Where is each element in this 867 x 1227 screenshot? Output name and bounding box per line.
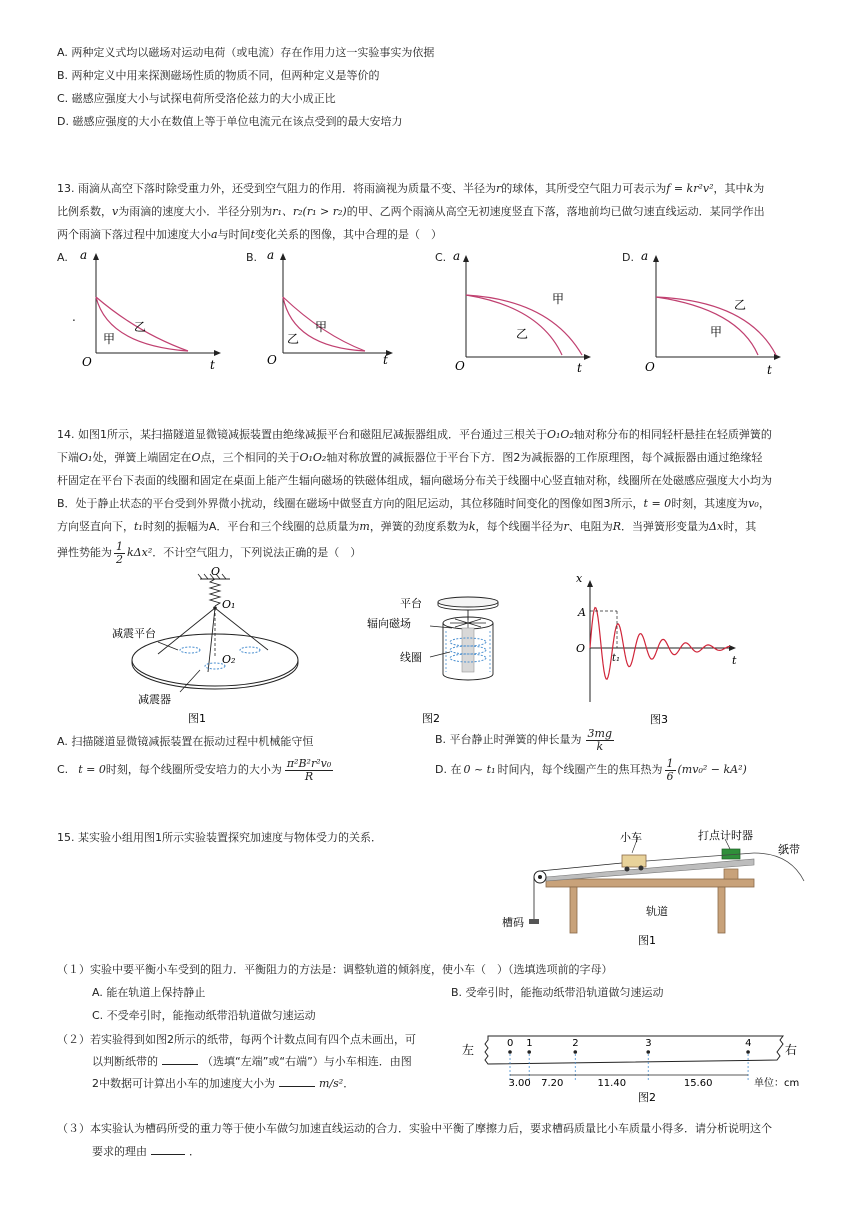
table-top xyxy=(546,879,754,887)
tape-unit: 单位：cm xyxy=(754,1078,800,1089)
platform-label: 减震平台 xyxy=(112,627,156,640)
curve-label-lower: 乙 xyxy=(516,327,529,341)
curve-label-lower: 甲 xyxy=(710,325,723,339)
spring xyxy=(210,579,220,606)
q15-part3-line1: （３）本实验认为槽码所受的重力等于使小车做匀加速直线运动的合力．实验中平衡了摩擦力后，要求槽码质量比小车质量小得多．请分析说明这个 xyxy=(57,1122,772,1135)
y-axis-arrow xyxy=(280,253,286,260)
ep-fraction: 1 2 xyxy=(116,539,123,566)
q15-part2-line3: 2中数据可计算出小车的加速度大小为 m/s²． xyxy=(92,1077,355,1090)
q15-part2-line1: （２）若实验得到如图2所示的纸带，每两个计数点间有四个点未画出，可 xyxy=(57,1033,416,1046)
q15-part1-option-c: C. 不受牵引时，能拖动纸带沿轨道做匀速运动 xyxy=(92,1009,316,1022)
q14-option-b: B. 平台静止时弹簧的伸长量为 3mg k xyxy=(435,726,613,753)
magnet-bottom xyxy=(443,674,493,680)
q13-graph-c xyxy=(450,245,600,375)
q13-graph-d xyxy=(640,245,790,375)
q13-graph-a-letter: A. xyxy=(57,251,68,264)
origin-label: O xyxy=(576,642,586,655)
q14-stem-line2: 下端O₁处，弹簧上端固定在O点，三个相同的关于O₁O₂轴对称放置的减振器位于平台下方．图2为减振器的工作原理图，每个减振器由通过绝缘轻 xyxy=(57,451,763,464)
option-b-fraction: 3mg k xyxy=(587,726,613,753)
y-axis-arrow xyxy=(93,253,99,260)
q14-stem-line4: B．处于静止状态的平台受到外界微小扰动，线圈在磁场中做竖直方向的阻尼运动，其位移随时间变化的图像如图3所示，t = 0时刻，其速度为v₀， xyxy=(57,497,770,510)
q14-option-d: D. 在 0 ~ t₁ 时间内，每个线圈产生的焦耳热为 1 6 (mv₀² − kA²) xyxy=(435,756,747,783)
q13-stem-line1: 13. 雨滴从高空下落时除受重力外，还受到空气阻力的作用．将雨滴视为质量不变、半径为r的球体，其所受空气阻力可表示为f = kr²v²，其中k为 xyxy=(57,182,765,195)
timer-label: 打点计时器 xyxy=(698,829,753,842)
tape-point xyxy=(527,1050,531,1054)
tape-distance-label: 15.60 xyxy=(683,1078,713,1089)
tape-point-label: 2 xyxy=(572,1038,579,1049)
tape-point-label: 1 xyxy=(526,1038,533,1049)
tape-left-label: 左 xyxy=(462,1043,475,1057)
curve-label-upper: 乙 xyxy=(134,320,147,334)
q15-part3-line2: 要求的理由 ． xyxy=(92,1145,200,1158)
q13-graph-b xyxy=(265,245,415,375)
tape-distance-label: 3.00 xyxy=(508,1078,531,1089)
tape-point xyxy=(746,1050,750,1054)
o2-label: O₂ xyxy=(222,653,236,666)
curve-label-upper: 乙 xyxy=(734,298,747,312)
x-axis-arrow xyxy=(584,354,591,360)
x-axis-arrow xyxy=(774,354,781,360)
q13-graph-b-letter: B. xyxy=(246,251,258,264)
track-support xyxy=(724,869,738,879)
q14-figure-2 xyxy=(367,590,530,726)
damper-1 xyxy=(180,647,200,653)
radial-field-label: 辐向磁场 xyxy=(367,617,411,630)
track xyxy=(546,859,754,881)
q12-option-a: A. 两种定义式均以磁场对运动电荷（或电流）存在作用力这一实验事实为依据 xyxy=(57,46,435,59)
platform-label: 平台 xyxy=(400,597,422,610)
weights xyxy=(529,919,539,924)
cart-wheel-left xyxy=(625,867,630,872)
t1-label: t₁ xyxy=(612,653,621,664)
q15-part1: （１）实验中要平衡小车受到的阻力．平衡阻力的方法是：调整轨道的倾斜度，使小车（ ）（选填选项前的字母） xyxy=(57,963,613,976)
tape-right-label: 右 xyxy=(785,1043,798,1057)
figure-caption: 图1 xyxy=(188,712,206,725)
axis-a-label: a xyxy=(453,249,461,263)
curve-label-upper: 甲 xyxy=(552,292,565,306)
weights-label: 槽码 xyxy=(502,916,524,929)
rod-front xyxy=(208,608,215,672)
origin-label: O xyxy=(455,359,465,373)
y-axis-arrow xyxy=(653,255,659,262)
q14-stem-line6: 弹性势能为 1 2 kΔx² ．不计空气阻力，下列说法正确的是（ ） xyxy=(57,539,362,566)
tape-point-label: 0 xyxy=(507,1038,514,1049)
q13-graph-d-letter: D. xyxy=(622,251,634,264)
tape-point xyxy=(646,1050,650,1054)
option-d-fraction: 1 6 xyxy=(666,756,674,783)
figure-caption: 图3 xyxy=(650,713,668,726)
tape-point-label: 3 xyxy=(645,1038,652,1049)
origin-label: O xyxy=(645,360,655,374)
q13-stem-line3: 两个雨滴下落过程中加速度大小a与时间t变化关系的图像，其中合理的是（ ） xyxy=(57,228,442,241)
curve-label-upper: 甲 xyxy=(315,320,328,334)
x-label: x xyxy=(576,572,583,585)
q12-option-b: B. 两种定义中用来探测磁场性质的物质不同，但两种定义是等价的 xyxy=(57,69,380,82)
q15-part2-line2: 以判断纸带的 （选填“左端”或“右端”）与小车相连．由图 xyxy=(92,1055,412,1068)
tape-distance-label: 11.40 xyxy=(597,1078,627,1089)
t-axis-arrow xyxy=(729,645,736,651)
q14-stem-line1: 14. 如图1所示，某扫描隧道显微镜减振装置由绝缘减振平台和磁阻尼减振器组成．平台通过三根关于O₁O₂轴对称分布的相同轻杆悬挂在轻质弹簧的 xyxy=(57,428,772,441)
q15-stem: 15. 某实验小组用图1所示实验装置探究加速度与物体受力的关系． xyxy=(57,831,382,844)
table-leg-right xyxy=(718,887,725,933)
damped-oscillation-curve xyxy=(590,608,730,680)
q12-option-d: D. 磁感应强度的大小在数值上等于单位电流元在该点受到的最大安培力 xyxy=(57,115,403,128)
axis-t-label: t xyxy=(767,363,772,377)
curve-label-lower: 甲 xyxy=(103,332,116,346)
curve-upper xyxy=(466,295,582,355)
q14-figure-3 xyxy=(570,572,750,727)
x-axis-arrow xyxy=(587,580,593,587)
q14-stem-line5: 方向竖直向下，t₁时刻的振幅为A．平台和三个线圈的总质量为m，弹簧的劲度系数为k，每个线圈半径为r、电阻为R．当弹簧形变量为Δx时，其 xyxy=(57,520,757,533)
curve-lower xyxy=(466,295,562,355)
option-c-fraction: π²B²r²v₀ R xyxy=(286,756,332,783)
table-leg-left xyxy=(570,887,577,933)
pulley-axle xyxy=(538,875,542,879)
axis-a-label: a xyxy=(80,248,88,262)
axis-a-label: a xyxy=(267,248,275,262)
coil-label: 线圈 xyxy=(400,651,422,664)
tape-distance-label: 7.20 xyxy=(541,1078,564,1089)
axis-t-label: t xyxy=(210,358,215,372)
figure-caption: 图1 xyxy=(638,934,656,947)
q12-option-c: C. 磁感应强度大小与试探电荷所受洛伦兹力的大小成正比 xyxy=(57,92,336,105)
axis-t-label: t xyxy=(383,353,388,367)
q14-option-a: A. 扫描隧道显微镜减振装置在振动过程中机械能守恒 xyxy=(57,735,314,748)
stray-dot: . xyxy=(72,310,76,324)
axis-a-label: a xyxy=(641,249,649,263)
radial-field-lines xyxy=(450,617,486,629)
q15-part1-option-a: A. 能在轨道上保持静止 xyxy=(92,986,206,999)
q15-part1-option-b: B. 受牵引时，能拖动纸带沿轨道做匀速运动 xyxy=(451,986,664,999)
track-label: 轨道 xyxy=(646,905,668,918)
cart-body xyxy=(622,855,646,867)
t-label: t xyxy=(732,654,737,667)
curve-label-lower: 乙 xyxy=(287,332,300,346)
platform-bottom xyxy=(132,663,298,689)
cart-label: 小车 xyxy=(620,831,642,844)
axis-t-label: t xyxy=(577,361,582,375)
a-label: A xyxy=(578,606,586,619)
figure-caption: 图2 xyxy=(422,712,440,725)
damper-2 xyxy=(240,647,260,653)
platform-top xyxy=(132,634,298,686)
q13-stem-line2: 比例系数，v为雨滴的速度大小．半径分别为r₁、r₂(r₁ > r₂)的甲、乙两个雨滴从高空无初速度竖直下落，落地前均已做匀速直线运动．某同学作出 xyxy=(57,205,765,218)
y-axis-arrow xyxy=(463,255,469,262)
tape-label: 纸带 xyxy=(778,843,800,856)
origin-label: O xyxy=(267,353,277,367)
answer-blank-reason[interactable] xyxy=(151,1154,185,1155)
iron-core xyxy=(462,628,474,672)
q15-figure-2 xyxy=(458,1030,810,1108)
figure-caption: 图2 xyxy=(638,1091,656,1104)
origin-label: O xyxy=(82,355,92,369)
o1-label: O₁ xyxy=(222,598,236,611)
platform-disc xyxy=(438,597,498,607)
q15-figure-1 xyxy=(498,823,818,951)
paper-tape-curl xyxy=(754,853,804,881)
cart-wheel-right xyxy=(639,866,644,871)
q14-figure-1 xyxy=(100,562,310,727)
q14-stem-line3: 杆固定在平台下表面的线圈和固定在桌面上能产生辐向磁场的铁磁体组成，辐向磁场分布关于线圈中心竖直轴对称，线圈所在处磁感应强度大小均为 xyxy=(57,474,772,487)
q14-option-c: C. t = 0 时刻，每个线圈所受安培力的大小为 π²B²r²v₀ R xyxy=(57,756,332,783)
tape-point xyxy=(573,1050,577,1054)
coil-leader xyxy=(430,652,450,657)
tape-point-label: 4 xyxy=(745,1038,752,1049)
string-horizontal xyxy=(540,863,622,871)
q13-graph-a xyxy=(78,245,228,375)
tape-point xyxy=(508,1050,512,1054)
damper-label: 减震器 xyxy=(138,693,171,706)
answer-blank-acceleration[interactable] xyxy=(279,1086,315,1087)
q13-graph-c-letter: C. xyxy=(435,251,447,264)
answer-blank-end[interactable] xyxy=(162,1064,198,1065)
platform-leader xyxy=(158,642,178,650)
x-axis-arrow xyxy=(214,350,221,356)
o-label: O xyxy=(211,565,221,578)
rod-right xyxy=(215,608,268,650)
